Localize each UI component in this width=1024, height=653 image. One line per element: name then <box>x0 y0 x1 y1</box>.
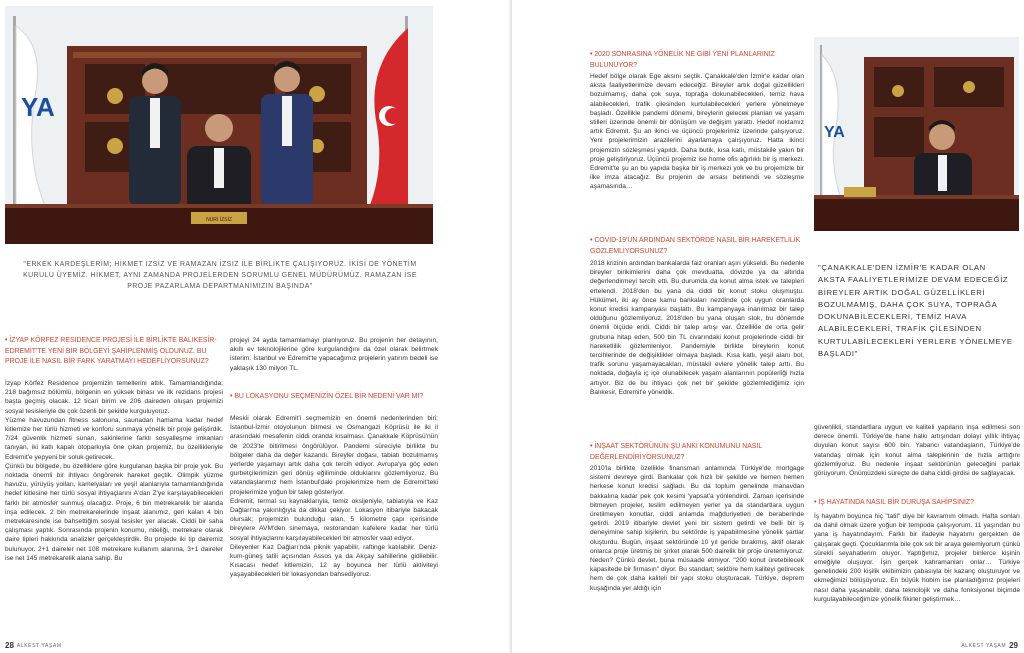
body-text-is-hayati: İş hayatım boyunca hiç "tatil" diye bir kavramım olmadı. Hafta sonları da dahil olmak üzere yoğun bir tempoda çalışıyorum. 11 yaşından bu yana iş hayatındayım. Farklı bir ifadeyle hayatımı gerçekten de çalışarak geçti. Çocuklarımla bile çok sık bir araya gelemiyorum çünkü sürekli seyahatlerim oluyor. Yaptığımız, projeler binlerce kişinin emeğiyle oluşuyor. İşin gerçek kahramanları onlar… Türkiye genelindeki 200 kişilik ekibimizin çabasıyla bir kazanç oluşturuyor ve ekmeğimizi bölüşüyoruz. En büyük hobim ise planladığımız projeleri nasıl daha yaşanabilir, daha teknolojik ve daha fonksiyonel biçimde kurgulayabileceğimize yönelik fikirler geliştirmek… <box>814 513 1020 603</box>
question-bullet: • <box>590 51 595 58</box>
question-izyap-korfez <box>5 336 223 368</box>
question-bullet: • <box>5 337 10 344</box>
photo-three-men <box>5 6 433 244</box>
question-bullet: • <box>230 393 235 400</box>
photo-caption: "ERKEK KARDEŞLERİM; HİKMET İZSİZ VE RAMAZAN İZSİZ İLE BİRLİKTE ÇALIŞIYORUZ. İKİSİ DE YÖNETİM KURULU ÜYEMİZ. HİKMET, AYNI ZAMANDA PROJELERDEN SORUMLU GENEL MÜDÜRÜMÜZ. RAMAZAN İSE PROJE PAZARLAMA DEPARTMANIMIZIN BAŞINDA" <box>23 261 417 290</box>
question-covid <box>590 236 804 257</box>
body-text-col2-intro-right: güvenlikli, standartlara uygun ve kaliteli yapıların inşa edilmesi son derece önemli. Türkiye'de hane halkı artışından dolayı yıllık ihtiyaç duyulan konut sayısı 600 bin. Yabancı vatandaşların, Türkiye'de vatandaş olmak için konut alma taleplerinin de hızla arttığını gözlemliyoruz. Bu nedenle inşaat sektörünün geleceğini parlak görüyorum. Önümüzdeki süreçte de daha ciddi girdisi de sağlayacak. <box>814 424 1020 478</box>
body-text-plans: Hedef bölge olarak Ege aksını seçtik. Çanakkale'den İzmir'e kadar olan aksta faaliyetlerimize devam edeceğiz. Bireyler artık doğal güzellikleri bozulmamış, daha çok suya, toprağa dokunabilecekleri, temiz hava alabilecekleri, trafik çilesinden kurtulabilecekleri yerlere yönelmeye başladı. Özellikle pandemi dönemi, bireylerin gelecek planları ve yaşam stilleri üzerinde önemli bir dönüşüm ve değişim yarattı. Hedef noktamız artık Edremit. Şu an ikinci ve üçüncü projelerimiz üzerinde çalışıyoruz. Yeni projelerimizin arazilerini ayarlamaya çalışıyoruz. Hatta ikinci projemizin sözleşmesi yapıldı. Daha butik, kısa katlı, müstakile yakın bir proje geliştiriyoruz. Üçüncü projemiz ise home ofis ağırlıklı bir iş merkezi. Edremit'te şu an bu yapıda başka bir iş merkezi yok ve bu projemizle bir ilke imza atacağız. Bu projenin de arsası belirlendi ve sözleşme aşamasında… <box>590 73 804 191</box>
page-folio-left <box>5 641 62 650</box>
question-text: 2020 SONRASINA YÖNELİK NE GİBİ YENİ PLANLARINIZ BULUNUYOR? <box>590 51 775 69</box>
body-text-insaat: 2010'la birlikte özellikle finansman anlamında Türkiye'de mortgage sistemi devreye girdi. Bankalar çok hızlı bir şekilde ve hemen hemen herkese konut kredisi sağladı. Bu da toplum genelinde manavdan bakkalına kadar pek çok kesimi 'yapsat'a yönlendirdi. Zaman içerisinde bitmeyen projeler, teslim edilmeyen yerler ya da standartlara uygun üretilmeyen konutlar, ciddi anlamda mağduriyetleri de beraberinde getirdi. 2019 itibariyle devlet yeni bir sistem getirdi ve belli bir iş deneyimine sahip kişilerin, bu sektörde iş yapabilmesine yönelik şartlar oluşturdu. Bugün, inşaat sektöründe 10 yıl geride bırakmış, aktif olarak onlarca proje üretmiş bir şirket olarak 500 dairelik bir proje üretemiyoruz. Neden? Çünkü devlet, buna müsaade etmiyor. "200 konut üretebilecek kapasitede bir firmasın" diyor. Bu standart; sektöre hem kaliteyi getirecek hem de çok daha kaliteli bir yapı stoku oluşturacak. Türkiye, deprem kuşağında yer aldığı için <box>590 465 804 592</box>
body-text-col2-intro: projeyi 24 ayda tamamlamayı planlıyoruz. Bu projenin her detayının, akıllı ev teknolojilerine göre kurgulandığını da özel olarak belirtmek isterim. İstanbul ve Edremit'te yapacağımız projelerin yatırım bedeli ise yaklaşık 130 milyon TL. <box>230 337 438 372</box>
magazine-name: ALKEST YAŞAM <box>961 642 1007 649</box>
right-page <box>512 0 1024 653</box>
svg-text:YA: YA <box>21 92 55 122</box>
question-text: COVID-19'UN ARDINDAN SEKTÖRDE NASIL BİR HAREKETLİLİK GÖZLEMLİYORSUNUZ? <box>590 237 801 255</box>
photo-office-portrait <box>814 37 1019 231</box>
question-bullet: • <box>814 499 819 506</box>
magazine-name: ALKEST YAŞAM <box>16 642 62 649</box>
page-number: 28 <box>5 641 14 650</box>
nameplate-text: NURİ İZSİZ <box>206 217 232 223</box>
question-text: İNŞAAT SEKTÖRÜNÜN ŞU ANKİ KONUMUNU NASIL DEĞERLENDİRİYORSUNUZ? <box>590 443 762 461</box>
question-insaat <box>590 442 804 463</box>
question-text: İŞ HAYATINDA NASIL BİR DURUŞA SAHİPSİNİZ? <box>818 499 974 506</box>
question-text: BU LOKASYONU SEÇMENİZİN ÖZEL BİR NEDENİ VAR MI? <box>234 393 424 400</box>
question-bullet: • <box>590 443 595 450</box>
question-is-hayati <box>814 498 1020 509</box>
body-text-col2: Meskii olarak Edremit'i seçmemizin en önemli nedenlerinden biri; İstanbul-İzmir otoyolunun bitmesi ve Osmangazi Köprüsü ile iki il arasındaki mesafenin ciddi oranda kısalması. Çanakkale Köprüsü'nün de 2023'te bitirilmesi öngörülüyor. Pandemi süreciyle birlikte bu bölgeler daha da değer kazandı. Bireyler doğası, tabiatı bozulmamış yerlerde yaşamayı artık daha çok tercih ediyor. Avrupa'ya göç eden gurbetçilerimizin geri dönüş eğiliminde olduklarını gözlemliyoruz. Bu vatandaşlarımız hem İstanbul'daki projelerimize hem de Edremit'teki projelerimize yoğun bir talep gösteriyor. Edremit, termal su kaynaklarıyla, temiz oksijeniyle, tabiatıyla ve Kaz Dağları'na yakınlığıyla da dikkat çekiyor. Lokasyon itibariyle bakacak olursak; projemizin bulunduğu alan, 5 kilometre çapı içerisinde bireylere AVM'den sinemaya, restorandan kafelere kadar her türlü sosyal ihtiyaçlarını karşılayabilecekleri bir atmosfer vaat ediyor. Dileyenler Kaz Dağları'nda piknik yapabilir, raftinge katılabilir. Deniz-kum-güneş tatili açısından Assos ya da Akçay sahillerine gidilebilir. Kısacası hedef kitlemizin, 12 ay boyunca her türlü aktiviteyi yaşayabilecekleri bir lokasyondan bahsediyoruz. <box>230 415 438 579</box>
body-text-covid: 2018 krizinin ardından bankalarda faiz oranları aşırı yükseldi. Bu nedenle bireyler birikimlerini daha çok mevduatta, dövizde ya da altında değerlendirmeyi tercih etti. Bu durumda da konut alma istek ve talepleri ertelendi. 2018'den bu yana da ciddi bir konut stoku oluşmuştu. Hükümet, iki ay önce kamu bankaları nezdinde çok uygun oranlarda konut kredisi kampanyası başlattı. Bu kampanyaya inanılmaz bir talep olduğunu gözlemliyoruz. 2018'den bu yana oluşan stok, bu dönemde önemli ölçüde eridi. Ciddi bir talep artışı var. Özellikle de orta gelir grubuna hitap eden, 500 bin TL civarındaki konut projelerinde ciddi bir hareketlilik gözlemleniyor. Pandemiyle birlikte bireylerin konut tercihlerinde de değişiklikler olmaya başladı. Kısa katlı, yeşil alanı bol, trafik sorunu yaşamayacakları, müstakil evlere yönelik talep arttı. Bu noktada, doğayla iç içe olunabilecek yaşam alanlarının popülerliği hızla artıyor. Biz de bu ihtiyacı çok net bir şekilde gözlemlediğimiz için Balıkesir, Edremit'e yöneldik. <box>590 260 804 396</box>
question-2020-plans <box>590 50 804 71</box>
page-number: 29 <box>1009 641 1018 650</box>
question-text: İZYAP KÖRFEZ RESIDENCE PROJESİ İLE BİRLİKTE BALIKESİR-EDREMİT'TE YENİ BİR BÖLGEYİ ŞAHİPLENMİŞ OLDUNUZ. BU PROJE İLE NASIL BİR FARK YARATMAYI HEDEFLİYORSUNUZ? <box>5 337 217 365</box>
page-folio-right <box>961 641 1018 650</box>
photo-three-men-illustration <box>5 6 433 244</box>
photo-office-portrait-illustration <box>814 37 1019 231</box>
question-lokasyon <box>230 392 438 403</box>
pull-quote: "ÇANAKKALE'DEN İZMİR'E KADAR OLAN AKSTA FAALİYETLERİMİZE DEVAM EDECEĞİZ BİREYLER ARTIK DOĞAL GÜZELLİKLERİ BOZULMAMIŞ, DAHA ÇOK SUYA, TOPRAĞA DOKUNABİLECEKLERİ, TEMİZ HAVA ALABİLECEKLERİ, TRAFİK ÇİLESİNDEN KURTULABİLECEKLERİ YERLERE YÖNELMEYE BAŞLADI" <box>818 263 1013 359</box>
question-bullet: • <box>590 237 595 244</box>
svg-text:YA: YA <box>824 124 845 141</box>
body-text-col1: İzyap Körfez Residence projemizin temellerini attık. Tamamlandığında; 218 bağımsız bölümlü, bölgenin en yüksek binası ve ilk rezidans projesi başta geçmiş olacak. 12 ticari birim ve 206 daireden oluşan projemizi sosyal tesisleriyle de çok özenli bir şekilde kurguluyoruz. Yüzme havuzundan fitness salonuna, saunadan hamama kadar hedef kitlemize her türlü hizmeti ve konforu sunmaya yönelik bir proje geliştirdik. 7/24 güvenlik hizmeti sunan, sakinlerine farklı sosyalleşme imkanları tanıyan, iki katlı kapalı otoparkıyla öne çıkan projemiz, bu özellikleriyle Edremit'e yepyeni bir soluk getirecek. Çünkü bu bölgede, bu özelliklere göre kurgulanan başka bir proje yok. Bu noktada önemli bir ihtiyacı öngörerek hareket geçtik. Olimpik yüzme havuzu, yürüyüş yolları, kamelyaları ve yeşil alanlarıyla tamamlandığında hedef kitlesine her türlü sosyal ihtiyaçlarını A'dan Z'ye karşılayabilecekleri farklı bir atmosfer sunmuş olacağız. Proje, 6 bin metrekarelik bir alanda inşa edilecek. 2 bin metrekarelerinde inşaat alanımız, geri kalan 4 bin metrekaresinde ise bahsettiğim sosyal tesisler yer alacak. Ciddi bir saha çalışması yaptık. Sonrasında projenin konumu, niteliği, metrekare olarak daire tipleri hakkında analizler gerçekleştirdik. Bu projede iki tip dairemiz bulunuyor. 2+1 daireler net 108 metrekare kullanım alanına, 3+1 daireler ise net 145 metrekarelik alana sahip. Bu <box>5 380 223 562</box>
